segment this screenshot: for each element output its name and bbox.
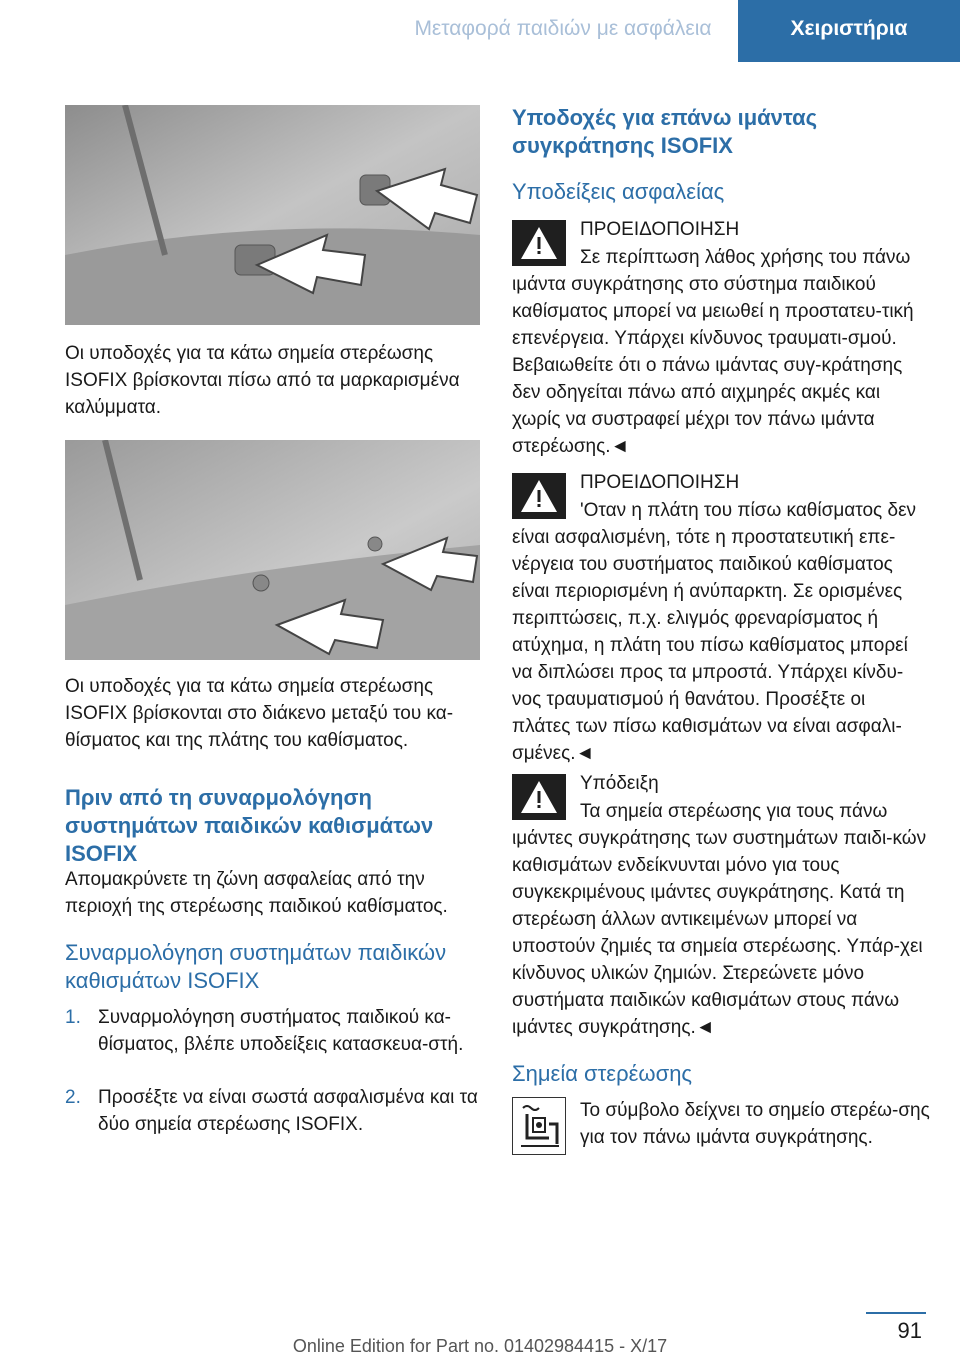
isofix-photo-gap <box>65 440 480 660</box>
isofix-anchor-symbol-icon <box>512 1097 566 1155</box>
chapter-tab: Χειριστήρια <box>738 0 960 62</box>
list-text: Συναρμολόγηση συστήματος παιδικού κα‐θίσματος, βλέπε υποδείξεις κατασκευα‐στή. <box>98 1007 464 1055</box>
warning-title: ΠΡΟΕΙΔΟΠΟΙΗΣΗ <box>580 472 740 493</box>
list-item <box>65 1004 485 1085</box>
page-number: 91 <box>897 1318 922 1343</box>
photo1-caption: Οι υποδοχές για τα κάτω σημεία στερέωσης ISOFIX βρίσκονται πίσω από τα μαρκαρισμένα καλύμματα. <box>65 343 460 418</box>
warning-block <box>512 469 927 764</box>
warning-text: 'Οταν η πλάτη του πίσω καθίσματος δεν είναι ασφαλισμένη, τότε η προστατευτική επε‐νέργεια του συστήματος παιδικού καθίσματος είναι περιορισμένη ή ανύπαρκτη. Σε ορισμένες περιπτώσεις, π.χ. ελιγμός φρεναρίσματος ή ατύχημα, η πλάτη του πίσω καθίσματος μπορεί να διπλώσει προς τα μπροστά. Υπάρχει κίνδυ‐νος τραυματισμού ή θανάτου. Προσέξτε οι πλάτες των πίσω καθισμάτων να είναι ασφαλι‐σμένες.◄ <box>512 500 917 764</box>
photo2-caption: Οι υποδοχές για τα κάτω σημεία στερέωσης ISOFIX βρίσκονται στο διάκενο μεταξύ του κα‐θίσματος και της πλάτης του καθίσματος. <box>65 676 454 751</box>
anchor-points-heading: Σημεία στερέωσης <box>512 1061 693 1086</box>
assembly-heading: Συναρμολόγηση συστημάτων παιδικών καθισμάτων ISOFIX <box>65 940 447 993</box>
top-tether-heading: Υποδοχές για επάνω ιμάντας συγκράτησης ISOFIX <box>512 105 818 158</box>
anchor-points-text: Το σύμβολο δείχνει το σημείο στερέω‐σης για τον πάνω ιμάντα συγκράτησης. <box>580 1100 930 1148</box>
warning-block <box>512 216 927 456</box>
before-assembly-heading: Πριν από τη συναρμολόγηση συστημάτων παιδικών καθισμάτων ISOFIX <box>65 785 434 866</box>
list-item <box>65 1084 485 1138</box>
list-text: Προσέξτε να είναι σωστά ασφαλισμένα και τα δύο σημεία στερέωσης ISOFIX. <box>98 1087 478 1135</box>
page-header <box>0 0 960 62</box>
note-block <box>512 770 927 1038</box>
footer-rule <box>866 1312 926 1314</box>
note-text: Τα σημεία στερέωσης για τους πάνω ιμάντες συγκράτησης των συστημάτων παιδι‐κών καθισμάτων ενδείκνυνται μόνο για τους συγκεκριμένους ιμάντες συγκράτησης. Κατά τη στερέωση άλλων αντικειμένων μπορεί να υποστούν ζημιές τα σημεία στερέωσης. Υπάρ‐χει κίνδυνος υλικών ζημιών. Στερεώνετε μόνο συστήματα παιδικών καθισμάτων στους πάνω ιμάντες συγκράτησης.◄ <box>512 801 927 1038</box>
section-title: Μεταφορά παιδιών με ασφάλεια <box>414 17 712 40</box>
safety-notes-heading: Υποδείξεις ασφαλείας <box>512 179 725 204</box>
list-number: 1. <box>65 1007 81 1028</box>
note-title: Υπόδειξη <box>580 773 659 794</box>
list-number: 2. <box>65 1087 81 1108</box>
warning-text: Σε περίπτωση λάθος χρήσης του πάνω ιμάντα συγκράτησης στο σύστημα παιδικού καθίσματος μπορεί να μειωθεί η προστατευ‐τική επενέργεια. Υπάρχει κίνδυνος τραυματι‐σμού. Βεβαιωθείτε ότι ο πάνω ιμάντας συγ‐κράτησης δεν οδηγείται πάνω από αιχμηρές ακμές και χωρίς να συστραφεί μέχρι τον πάνω ιμάντα στερέωσης.◄ <box>512 247 914 457</box>
isofix-photo-covers <box>65 105 480 325</box>
edition-note: Online Edition for Part no. 01402984415 - X/17 <box>292 1336 668 1356</box>
warning-title: ΠΡΟΕΙΔΟΠΟΙΗΣΗ <box>580 219 740 240</box>
before-assembly-text: Απομακρύνετε τη ζώνη ασφαλείας από την περιοχή της στερέωσης παιδικού καθίσματος. <box>65 869 448 917</box>
